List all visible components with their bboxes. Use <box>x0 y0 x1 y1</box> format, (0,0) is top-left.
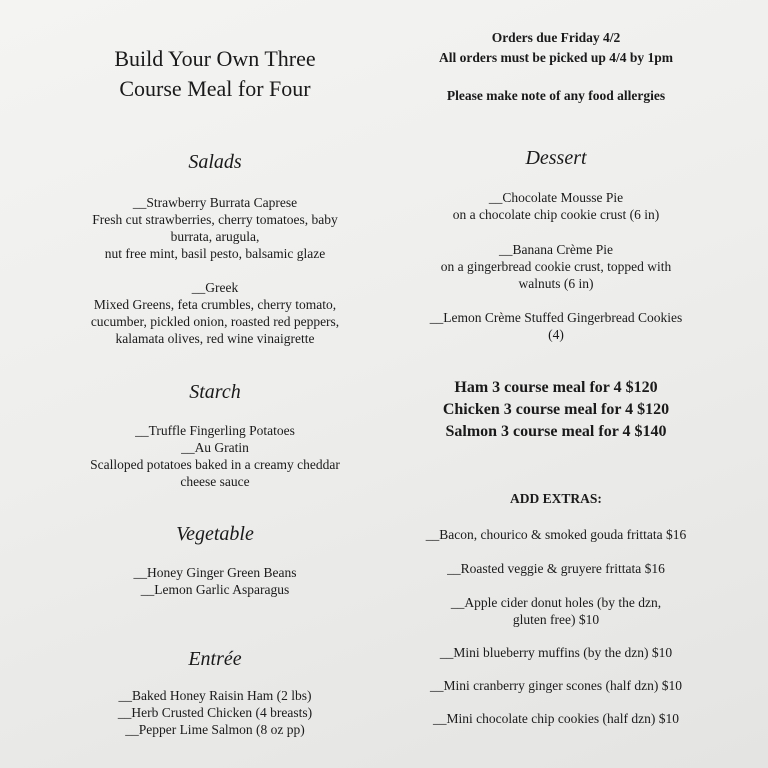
starch-items <box>65 422 365 490</box>
price-chicken: Chicken 3 course meal for 4 $120 <box>442 401 670 418</box>
dessert-mousse-pie <box>400 189 712 223</box>
menu-item-name: __Greek <box>191 280 239 295</box>
order-notice <box>400 28 712 68</box>
price-salmon: Salmon 3 course meal for 4 $140 <box>445 423 667 440</box>
menu-item-name: __Herb Crusted Chicken (4 breasts) <box>117 705 313 720</box>
starch-heading: Starch <box>189 381 241 403</box>
menu-item-desc: cucumber, pickled onion, roasted red peppers, <box>90 314 340 329</box>
dessert-cookies <box>400 309 712 343</box>
allergy-notice: Please make note of any food allergies <box>446 88 666 103</box>
title-line-1: Build Your Own Three <box>114 46 316 71</box>
menu-item-name: __Baked Honey Raisin Ham (2 lbs) <box>118 688 312 703</box>
entree-items <box>65 687 365 738</box>
menu-item-desc: (4) <box>548 327 564 342</box>
pickup-text: All orders must be picked up 4/4 by 1pm <box>438 50 674 65</box>
salad-caprese <box>65 194 365 262</box>
price-ham: Ham 3 course meal for 4 $120 <box>454 379 658 396</box>
menu-item-name: __Banana Crème Pie <box>499 242 613 257</box>
menu-item-desc: kalamata olives, red wine vinaigrette <box>115 331 315 346</box>
menu-item-name: __Lemon Crème Stuffed Gingerbread Cookies <box>429 310 683 325</box>
menu-item-desc: on a chocolate chip cookie crust (6 in) <box>452 207 660 222</box>
dessert-heading: Dessert <box>525 147 587 169</box>
menu-item-name: __Pepper Lime Salmon (8 oz pp) <box>125 722 305 737</box>
dessert-banana-pie <box>400 241 712 292</box>
extra-choc-chip-cookies: __Mini chocolate chip cookies (half dzn) $10 <box>433 711 679 726</box>
menu-item-desc: cheese sauce <box>180 474 250 489</box>
title-line-2: Course Meal for Four <box>119 76 311 101</box>
vegetable-heading: Vegetable <box>176 523 254 545</box>
vegetable-items <box>65 564 365 598</box>
menu-item-name: __Honey Ginger Green Beans <box>133 565 297 580</box>
menu-item-name: __Chocolate Mousse Pie <box>488 190 624 205</box>
menu-item-desc: burrata, arugula, <box>170 229 260 244</box>
menu-item-name: __Au Gratin <box>181 440 249 455</box>
page-title <box>65 44 365 104</box>
salad-greek <box>65 279 365 347</box>
extra-veggie-frittata: __Roasted veggie & gruyere frittata $16 <box>447 561 665 576</box>
extra-bacon-frittata: __Bacon, chourico & smoked gouda frittata $16 <box>425 527 687 542</box>
menu-item-desc: Mixed Greens, feta crumbles, cherry tomato, <box>93 297 337 312</box>
extra-blueberry-muffins: __Mini blueberry muffins (by the dzn) $10 <box>439 645 673 660</box>
salads-heading: Salads <box>188 151 242 173</box>
menu-item-name: __Strawberry Burrata Caprese <box>132 195 298 210</box>
menu-item-desc: walnuts (6 in) <box>518 276 594 291</box>
pricing-block <box>400 377 712 443</box>
menu-item-name: __Truffle Fingerling Potatoes <box>135 423 295 438</box>
extra-cranberry-scones: __Mini cranberry ginger scones (half dzn) $10 <box>430 678 682 693</box>
menu-item-desc: Scalloped potatoes baked in a creamy cheddar <box>90 457 340 472</box>
entree-heading: Entrée <box>188 648 242 670</box>
menu-item-desc: on a gingerbread cookie crust, topped with <box>440 259 672 274</box>
menu-item-desc: Fresh cut strawberries, cherry tomatoes, baby <box>92 212 338 227</box>
order-due-text: Orders due Friday 4/2 <box>491 30 621 45</box>
menu-item-name: __Apple cider donut holes (by the dzn, <box>450 595 662 610</box>
menu-item-name: __Lemon Garlic Asparagus <box>140 582 290 597</box>
menu-item-desc: gluten free) $10 <box>512 612 600 627</box>
menu-item-desc: nut free mint, basil pesto, balsamic glaze <box>104 246 326 261</box>
extra-donut-holes <box>400 594 712 628</box>
extras-heading: ADD EXTRAS: <box>510 491 602 506</box>
